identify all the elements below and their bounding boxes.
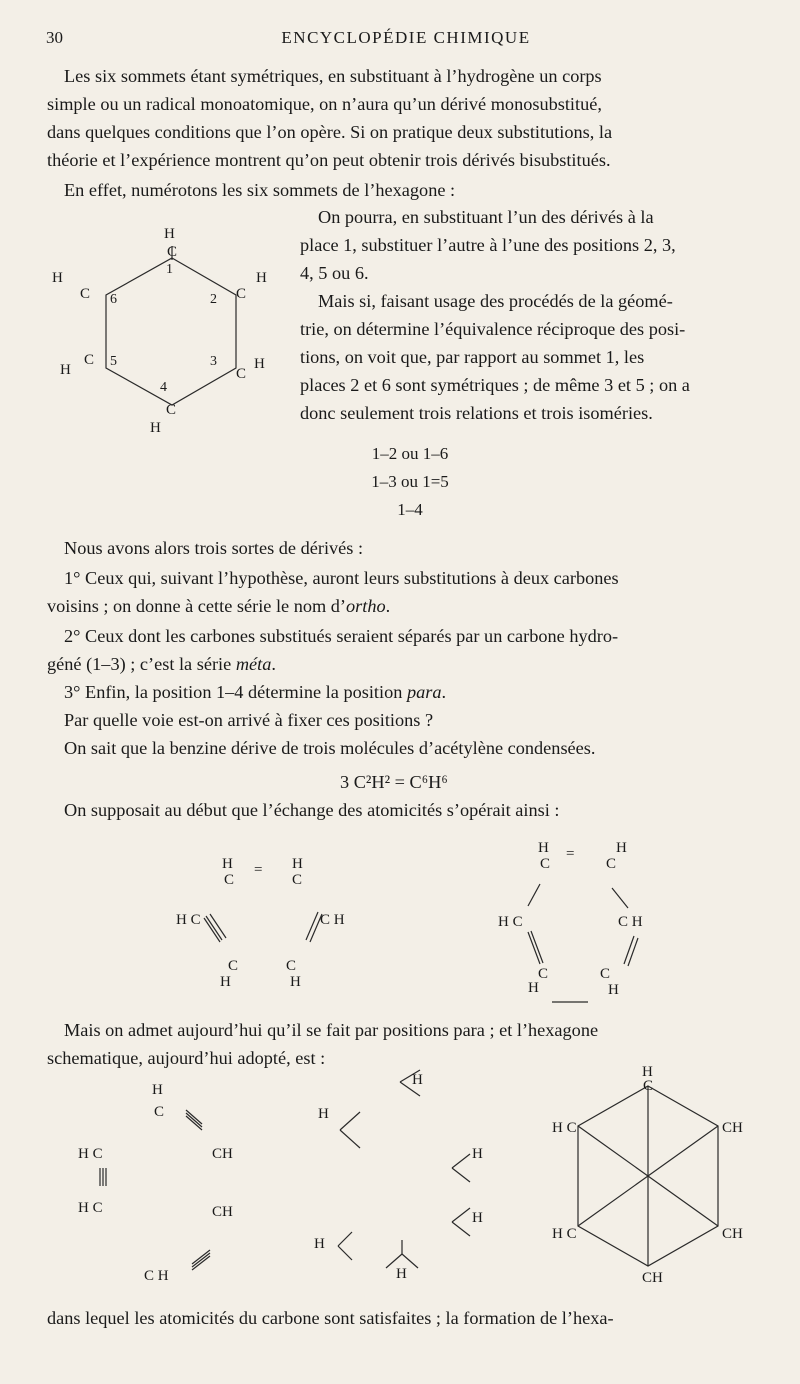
atom-label: H — [642, 1064, 653, 1080]
atom-label: C — [154, 1104, 165, 1120]
atom-label: H — [60, 362, 71, 378]
running-title: ENCYCLOPÉDIE CHIMIQUE — [281, 28, 531, 47]
atom-label: C — [292, 872, 303, 888]
atom-label: H — [220, 974, 231, 990]
equation: 3 C²H² = C⁶H⁶ — [340, 772, 448, 792]
vertex-number: 5 — [110, 354, 117, 369]
atom-label: H — [412, 1072, 423, 1088]
text-line: dans lequel les atomicités du carbone sont satisfaites ; la formation de l’hexa- — [47, 1308, 614, 1328]
atom-label: H — [528, 980, 539, 996]
text-line: Les six sommets étant symétriques, en substituant à l’hydrogène un corps — [64, 66, 602, 86]
atom-label: C — [166, 402, 177, 418]
atom-label: H C — [176, 912, 201, 928]
relation-line: 1–2 ou 1–6 — [371, 444, 449, 463]
atom-label: CH — [212, 1204, 233, 1220]
page-number: 30 — [46, 28, 63, 47]
atom-label: H C — [498, 914, 523, 930]
atom-label: C H — [144, 1268, 169, 1284]
text-line: Par quelle voie est-on arrivé à fixer ces positions ? — [64, 710, 434, 730]
atom-label: H — [152, 1082, 163, 1098]
relation-line: 1–3 ou 1=5 — [371, 472, 449, 491]
atom-label: = — [254, 862, 263, 878]
atom-label: H — [52, 270, 63, 286]
atom-label: C H — [320, 912, 345, 928]
text-line: schematique, aujourd’hui adopté, est : — [47, 1048, 326, 1068]
text-line: Mais si, faisant usage des procédés de la géomé- — [318, 291, 673, 311]
atom-label: H — [292, 856, 303, 872]
atom-label: CH — [722, 1226, 743, 1242]
atom-label: C — [538, 966, 549, 982]
text-line: Mais on admet aujourd’hui qu’il se fait par positions para ; et l’hexagone — [64, 1020, 599, 1040]
atom-label: C H — [618, 914, 643, 930]
text-line: 1° Ceux qui, suivant l’hypothèse, auront leurs substitutions à deux carbones — [64, 568, 619, 588]
text-line: dans quelques conditions que l’on opère. Si on pratique deux substitutions, la — [47, 122, 613, 142]
atom-label: H — [608, 982, 619, 998]
text-line: On sait que la benzine dérive de trois molécules d’acétylène condensées. — [64, 738, 596, 758]
atom-label: H — [256, 270, 267, 286]
atom-label: H — [472, 1210, 483, 1226]
atom-label: C — [600, 966, 611, 982]
atom-label: CH — [212, 1146, 233, 1162]
atom-label: H C — [78, 1200, 103, 1216]
atom-label: C — [228, 958, 239, 974]
atom-label: H — [290, 974, 301, 990]
vertex-number: 1 — [166, 262, 173, 277]
atom-label: C — [606, 856, 617, 872]
vertex-number: 3 — [210, 354, 217, 369]
vertex-number: 2 — [210, 292, 217, 307]
atom-label: C — [224, 872, 235, 888]
atom-label: CH — [642, 1270, 663, 1286]
atom-label: H — [222, 856, 233, 872]
text-line: 4, 5 ou 6. — [300, 263, 369, 283]
text-line: En effet, numérotons les six sommets de l’hexagone : — [64, 180, 456, 200]
atom-label: H C — [552, 1226, 577, 1242]
atom-label: C — [540, 856, 551, 872]
text-line: Nous avons alors trois sortes de dérivés : — [64, 538, 364, 558]
atom-label: H — [472, 1146, 483, 1162]
atom-label: H — [254, 356, 265, 372]
atom-label: H — [396, 1266, 407, 1282]
vertex-number: 6 — [110, 292, 117, 307]
atom-label: H C — [78, 1146, 103, 1162]
atom-label: H — [150, 420, 161, 436]
atom-label: C — [84, 352, 95, 368]
atom-label: C — [167, 244, 178, 260]
text-line: géné (1–3) ; c’est la série méta. — [47, 654, 276, 674]
atom-label: H C — [552, 1120, 577, 1136]
text-line: On supposait au début que l’échange des atomicités s’opérait ainsi : — [64, 800, 560, 820]
text-line: tions, on voit que, par rapport au sommet 1, les — [300, 347, 645, 367]
atom-label: H — [318, 1106, 329, 1122]
vertex-number: 4 — [160, 380, 167, 395]
atom-label: H — [314, 1236, 325, 1252]
atom-label: C — [236, 366, 247, 382]
text-line: place 1, substituer l’autre à l’une des positions 2, 3, — [300, 235, 676, 255]
text-line: théorie et l’expérience montrent qu’on peut obtenir trois dérivés bisubstitués. — [47, 150, 611, 170]
text-line: simple ou un radical monoatomique, on n’aura qu’un dérivé monosubstitué, — [47, 94, 602, 114]
text-line: 2° Ceux dont les carbones substitués seraient séparés par un carbone hydro- — [64, 626, 619, 646]
text-line: 3° Enfin, la position 1–4 détermine la position para. — [64, 682, 447, 702]
text-line: donc seulement trois relations et trois isoméries. — [300, 403, 653, 423]
atom-label: C — [80, 286, 91, 302]
relation-line: 1–4 — [397, 500, 423, 519]
atom-label: C — [643, 1078, 654, 1094]
atom-label: H — [538, 840, 549, 856]
text-line: places 2 et 6 sont symétriques ; de même 3 et 5 ; on a — [300, 375, 690, 395]
atom-label: H — [616, 840, 627, 856]
atom-label: CH — [722, 1120, 743, 1136]
text-line: trie, on détermine l’équivalence réciproque des posi- — [300, 319, 686, 339]
text-line: voisins ; on donne à cette série le nom d’ortho. — [47, 596, 391, 616]
text-line: On pourra, en substituant l’un des dérivés à la — [318, 207, 654, 227]
atom-label: H — [164, 226, 175, 242]
atom-label: C — [286, 958, 297, 974]
atom-label: = — [566, 846, 575, 862]
atom-label: C — [236, 286, 247, 302]
